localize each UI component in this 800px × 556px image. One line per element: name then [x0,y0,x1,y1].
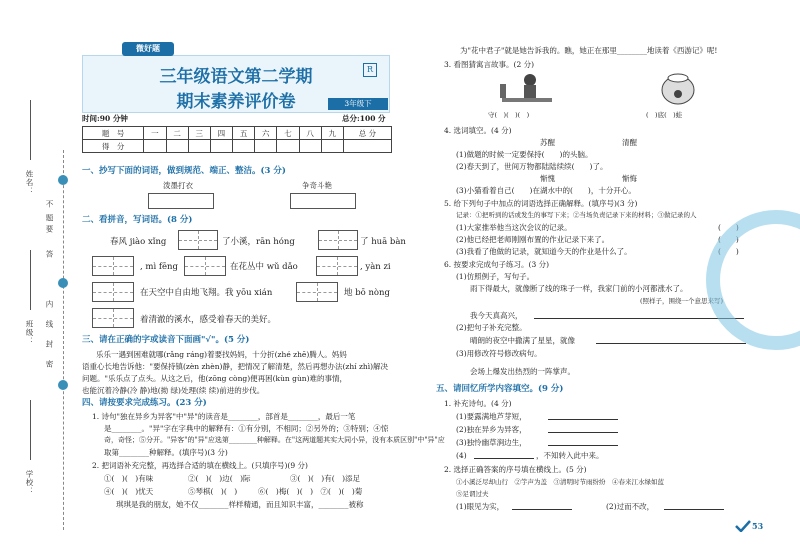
score-input[interactable] [343,140,391,153]
score-input[interactable] [144,140,166,153]
example-sentence: 会场上爆发出热烈的一阵掌声。 [470,367,575,376]
section-3-heading: 三、请在正确的字或读音下面画"√"。(5 分) [82,335,250,345]
section-4-heading: 四、请按要求完成练习。(23 分) [82,398,207,408]
score-input[interactable] [277,140,299,153]
word-choice: 苏醒 [540,138,555,147]
answer-line[interactable] [664,509,724,510]
idiom-item: ⑤琴棋( )( ) [188,487,238,496]
seal-char: 线 [45,320,54,329]
question-line: (3)小猫看着自己( )在湖水中的( )，十分开心。 [456,186,636,195]
fable-picture-1 [490,70,570,110]
answer-line[interactable] [596,343,746,344]
example-sentence: 晴朗的夜空中撒满了星星，就像 [470,336,575,345]
answer-paren[interactable]: ( ) [718,247,739,256]
pinyin-text: 了小溪，rān hóng [222,237,295,247]
example-sentence: 我今天真高兴， [470,311,523,320]
question-line: 为"花中君子"就是她告诉我的。瞧，她正在那里________地读着《西游记》呢! [460,46,718,55]
paragraph-line: 语重心长地告诉他："要保持镇(zèn zhèn)静，把情况了解清楚，然后再想办法(zhí zhì)解决 [82,362,389,371]
score-input[interactable] [166,140,188,153]
score-cell: 九 [321,127,343,140]
seal-char: 密 [45,360,54,369]
pinyin-text: 地 bō nòng [344,288,390,298]
exam-total: 总分:100 分 [342,114,386,123]
answer-line[interactable] [548,419,618,420]
pinyin-text: , mì fēng [140,262,178,272]
definition-line: 记录：①把听到的话或发生的事写下来；②当场负责记录下来的材料；③做记录的人 [456,211,697,219]
idiom-item: ②( )( )边( )际 [188,474,251,483]
binding-rule [30,250,31,310]
score-cell: 一 [144,127,166,140]
sentence-text: 着清澈的溪水，感受着春天的美好。 [140,315,277,325]
poem-line: ，不知转入此中来。 [536,451,604,460]
exam-title-line2: 期末素养评价卷 [176,92,296,112]
exam-time: 时间:90 分钟 [82,114,128,123]
binding-hole [58,278,68,288]
answer-line[interactable] [548,445,618,446]
score-cell: 二 [166,127,188,140]
pinyin-text: 在花丛中 wǔ dǎo [230,262,298,272]
pinyin-text: , yàn zi [360,262,391,272]
question-line: (1)眼见为实， [456,502,505,511]
paragraph-line: 也能沉着冷静(冷 静)地(拗 绿)处理(续 续)前进的步伐。 [82,386,265,395]
writing-box[interactable] [92,282,134,302]
idiom-item: ③( )( )有( )添足 [290,474,361,483]
score-cell: 三 [188,127,210,140]
question-line: (2)春天到了，世间万物都陆陆续续( )了。 [456,162,608,171]
paragraph-line: 问题。"乐乐点了点头。从这之后，他(zōng còng)便再困(kùn gùn)难的事情， [82,374,348,383]
score-cell: 八 [299,127,321,140]
answer-paren[interactable]: ( ) [718,235,739,244]
writing-box[interactable] [92,256,134,276]
poem-line: (3)独怜幽草涧边生， [456,438,527,447]
answer-line[interactable] [474,458,534,459]
word-choice: 惭悔 [622,174,637,183]
option-list: ①小溪泛尽却山行 ②竽声为盖 ③清明时节雨纷纷 ④春来江水绿如蓝 [456,478,664,486]
score-table-header-row [83,127,392,140]
question-line: 2. 把词语补充完整，再选择合适的填在横线上。(只填序号)(9 分) [92,461,308,470]
edition-badge: R [363,63,377,77]
name-label: 姓名： [25,170,34,196]
binding-dashed-line [63,150,64,530]
paragraph-line: 乐乐一遇到困难就哪(rǎng ráng)着要找妈妈，十分折(zhé zhē)腾人。妈妈 [96,350,347,359]
checkmark-icon [735,520,751,532]
question-line: (2)过而不改， [606,502,655,511]
school-label: 学校： [25,470,34,496]
section-1-heading: 一、抄写下面的词语，做到规范、端正、整洁。(3 分) [82,166,286,176]
score-cell: 总 分 [343,127,391,140]
seal-char: 不 [45,200,54,209]
score-input[interactable] [321,140,343,153]
question-line: 是________。"异"字在字典中的解释有：①有分别，不相同；②另外的；③特别；④惊 [104,424,389,433]
fable-caption: ( )底( )蛙 [646,111,683,119]
seal-char: 封 [45,340,54,349]
score-cell: 五 [233,127,255,140]
answer-line[interactable] [548,432,618,433]
score-input[interactable] [233,140,255,153]
option-list: ⑤足谓过夫 [456,490,489,498]
question-line: 5. 给下列句子中加点的词语选择正确解释。(填序号)(3 分) [444,199,638,208]
question-line: 4. 选词填空。(4 分) [444,126,512,135]
seal-char: 要 [45,225,54,234]
question-line: (2)他已经把老师刚刚布置的作业记录下来了。 [456,235,610,244]
writing-box[interactable] [92,308,134,328]
binding-rule [30,400,31,460]
question-line: (1)大家推举他当这次会议的记录。 [456,223,572,232]
example-sentence: 雨下得最大，就像断了线的珠子一样，我家门前的小河都涨水了。 [470,284,688,293]
poem-line: (2)独在异乡为异客， [456,425,527,434]
question-line: 琪琪是我的朋友，她不仅________样样精通，而且知识丰富，________被称 [116,500,364,509]
seal-char: 题 [45,214,54,223]
exam-title-line1: 三年级语文第二学期 [159,67,313,87]
idiom-item: ④( )( )忧天 [104,487,154,496]
example-note: (照样子，围绕一个意思来写) [640,297,724,305]
score-cell: 题 号 [83,127,144,140]
copy-word: 泼墨打衣 [163,181,193,190]
question-line: (1)做题的时候一定要保持( )的头脑。 [456,150,593,159]
fable-picture-2 [648,70,708,110]
poem-line: (1)要露满地芦芽短， [456,412,527,421]
score-table [82,126,392,153]
page-number: 53 [752,521,764,531]
score-cell: 四 [210,127,232,140]
score-input[interactable] [188,140,210,153]
binding-rule [30,100,31,160]
question-line: 3. 看图猜寓言故事。(2 分) [444,60,535,69]
copy-box[interactable] [148,193,214,209]
copy-box[interactable] [290,193,356,209]
answer-paren[interactable]: ( ) [718,223,739,232]
question-line: 6. 按要求完成句子练习。(3 分) [444,260,550,269]
word-choice: 清醒 [622,138,637,147]
pinyin-text: 了 huā bàn [360,237,406,247]
question-line: 2. 选择正确答案的序号填在横线上。(5 分) [444,465,587,474]
writing-box[interactable] [316,256,358,276]
section-5-heading: 五、请回忆所学内容填空。(9 分) [436,384,564,394]
writing-box[interactable] [296,282,338,302]
idiom-item: ⑥( )梅( )( ) ⑦( )( )菊 [258,487,363,496]
question-line: (2)把句子补充完整。 [456,323,527,332]
poem-line: (4) [456,451,467,460]
writing-box[interactable] [178,230,218,250]
section-2-heading: 二、看拼音，写词语。(8 分) [82,215,193,225]
seal-char: 内 [45,300,54,309]
seal-char: 答 [45,250,54,259]
question-line: 1. 诗句"独在异乡为异客"中"异"的读音是________，部首是________，最后一笔 [92,412,356,421]
score-table-row [83,140,392,153]
grade-tag: 3年级下 [328,98,388,110]
question-line: (3)我看了他做的记录，就知道今天的作业是什么了。 [456,247,632,256]
class-label: 班级： [25,320,34,346]
question-line: 1. 补充诗句。(4 分) [444,399,512,408]
score-cell: 得 分 [83,140,144,153]
writing-box[interactable] [318,230,358,250]
score-input[interactable] [299,140,321,153]
question-line: 取第________种解释。(填序号)(3 分) [104,448,228,457]
question-line: (3)用修改符号修改病句。 [456,349,542,358]
answer-line[interactable] [534,318,744,319]
score-cell: 七 [277,127,299,140]
idiom-item: ①( )( )有味 [104,474,154,483]
question-line: (1)仿照例子，写句子。 [456,272,535,281]
question-line: 奇，奇怪；⑤分开。"异客"的"异"应选第________种解释。在"这两道题其实大同小异，没有本质区别"中"异"应 [104,436,445,444]
word-choice: 惭愧 [540,174,555,183]
score-input[interactable] [210,140,232,153]
pinyin-text: 在天空中自由地飞翔。我 yōu xián [140,288,273,298]
score-cell: 六 [255,127,277,140]
fable-caption: 守( )( )( ) [488,111,530,119]
copy-word: 争奇斗艳 [302,181,332,190]
pinyin-text: 春风 jiào xǐng [110,237,167,247]
brand-logo: 微好题 [122,42,174,56]
writing-box[interactable] [184,256,226,276]
answer-line[interactable] [512,509,572,510]
binding-hole [58,175,68,185]
score-input[interactable] [255,140,277,153]
binding-hole [58,380,68,390]
